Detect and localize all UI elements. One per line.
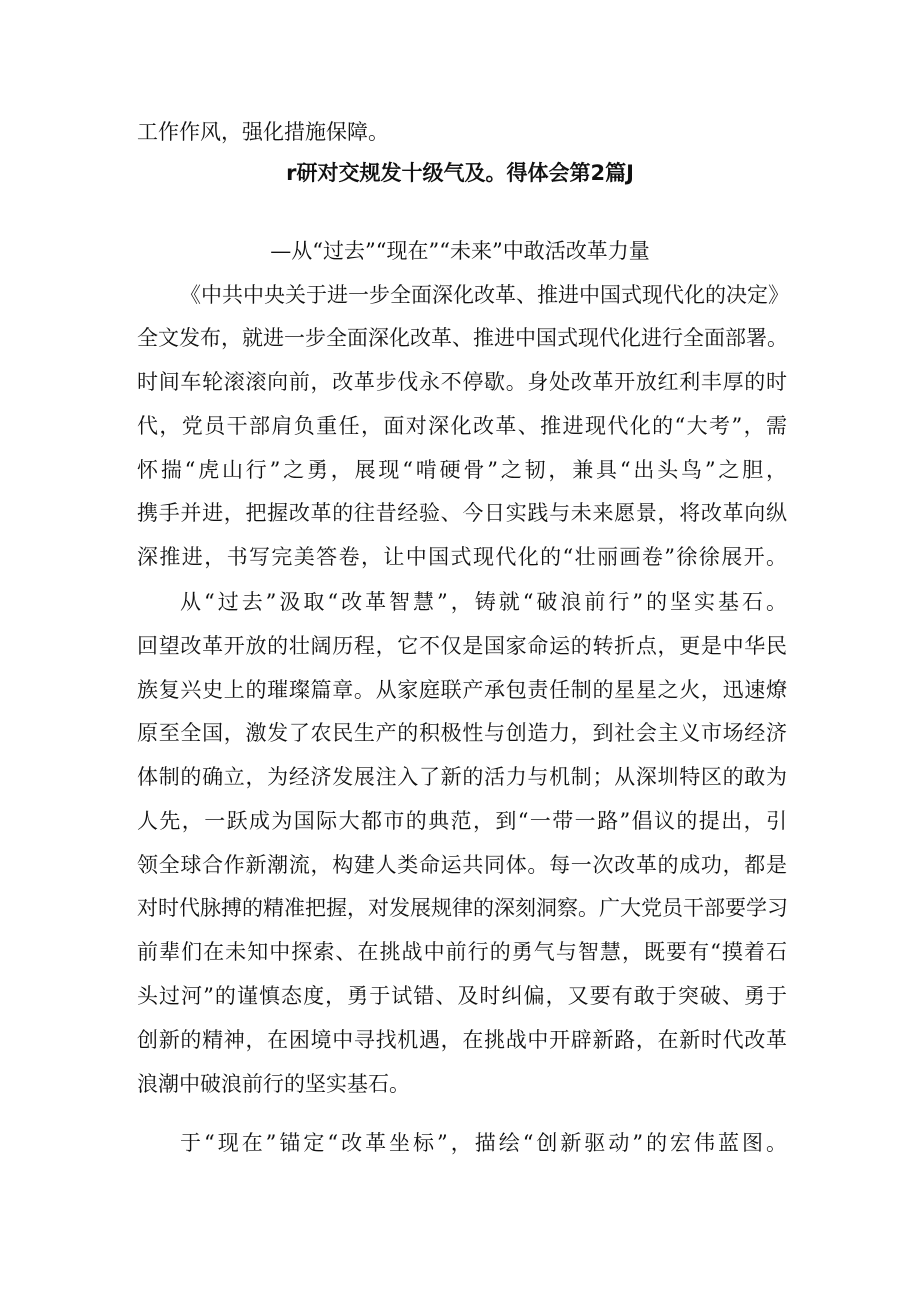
section-title: r研对交规发十级气及。得体会第2篇J: [286, 161, 634, 185]
paragraph-2-line: 回望改革开放的壮阔历程，它不仅是国家命运的转折点，更是中华民: [137, 634, 787, 658]
paragraph-2-line: 对时代脉搏的精准把握，对发展规律的深刻洞察。广大党员干部要学习: [137, 896, 788, 920]
paragraph-2-line: 从“过去”汲取“改革智慧”，铸就“破浪前行”的坚实基石。: [180, 590, 787, 614]
paragraph-2-line: 创新的精神，在困境中寻找机遇，在挑战中开辟新路，在新时代改革: [137, 1028, 787, 1052]
paragraph-1-line: 代，党员干部肩负重任，面对深化改革、推进现代化的“大考”，需: [137, 414, 787, 438]
paragraph-1-line: 携手并进，把握改革的往昔经验、今日实践与未来愿景，将改革向纵: [137, 501, 787, 525]
paragraph-2-line: 体制的确立，为经济发展注入了新的活力与机制；从深圳特区的敢为: [137, 765, 787, 789]
paragraph-2-line: 浪潮中破浪前行的坚实基石。: [137, 1072, 410, 1096]
paragraph-2-line: 族复兴史上的璀璨篇章。从家庭联产承包责任制的星星之火，迅速燎: [137, 678, 787, 702]
paragraph-2-line: 头过河”的谨慎态度，勇于试错、及时纠偏，又要有敢于突破、勇于: [137, 984, 787, 1008]
paragraph-2-line: 人先，一跃成为国际大都市的典范，到“一带一路”倡议的提出，引: [137, 809, 787, 833]
paragraph-1-line: 时间车轮滚滚向前，改革步伐永不停歇。身处改革开放红利丰厚的时: [137, 370, 787, 394]
paragraph-2-line: 原至全国，激发了农民生产的积极性与创造力，到社会主义市场经济: [137, 721, 787, 745]
paragraph-2-line: 前辈们在未知中探索、在挑战中前行的勇气与智慧，既要有“摸着石: [137, 940, 787, 964]
paragraph-1-line: 《中共中央关于进一步全面深化改革、推进中国式现代化的决定》: [180, 283, 789, 307]
paragraph-1-line: 深推进，书写完美答卷，让中国式现代化的“壮丽画卷”徐徐展开。: [137, 545, 787, 569]
opening-line: 工作作风，强化措施保障。: [137, 120, 389, 144]
subtitle: —从“过去”“现在”“未来”中敢活改革力量: [270, 239, 650, 263]
paragraph-1-line: 怀揣“虎山行”之勇，展现“啃硬骨”之韧，兼具“出头鸟”之胆，: [137, 458, 787, 482]
paragraph-2-line: 领全球合作新潮流，构建人类命运共同体。每一次改革的成功，都是: [137, 853, 787, 877]
paragraph-1-line: 全文发布，就进一步全面深化改革、推进中国式现代化进行全面部署。: [137, 326, 788, 350]
paragraph-3-line: 于“现在”锚定“改革坐标”，描绘“创新驱动”的宏伟蓝图。: [180, 1131, 787, 1155]
